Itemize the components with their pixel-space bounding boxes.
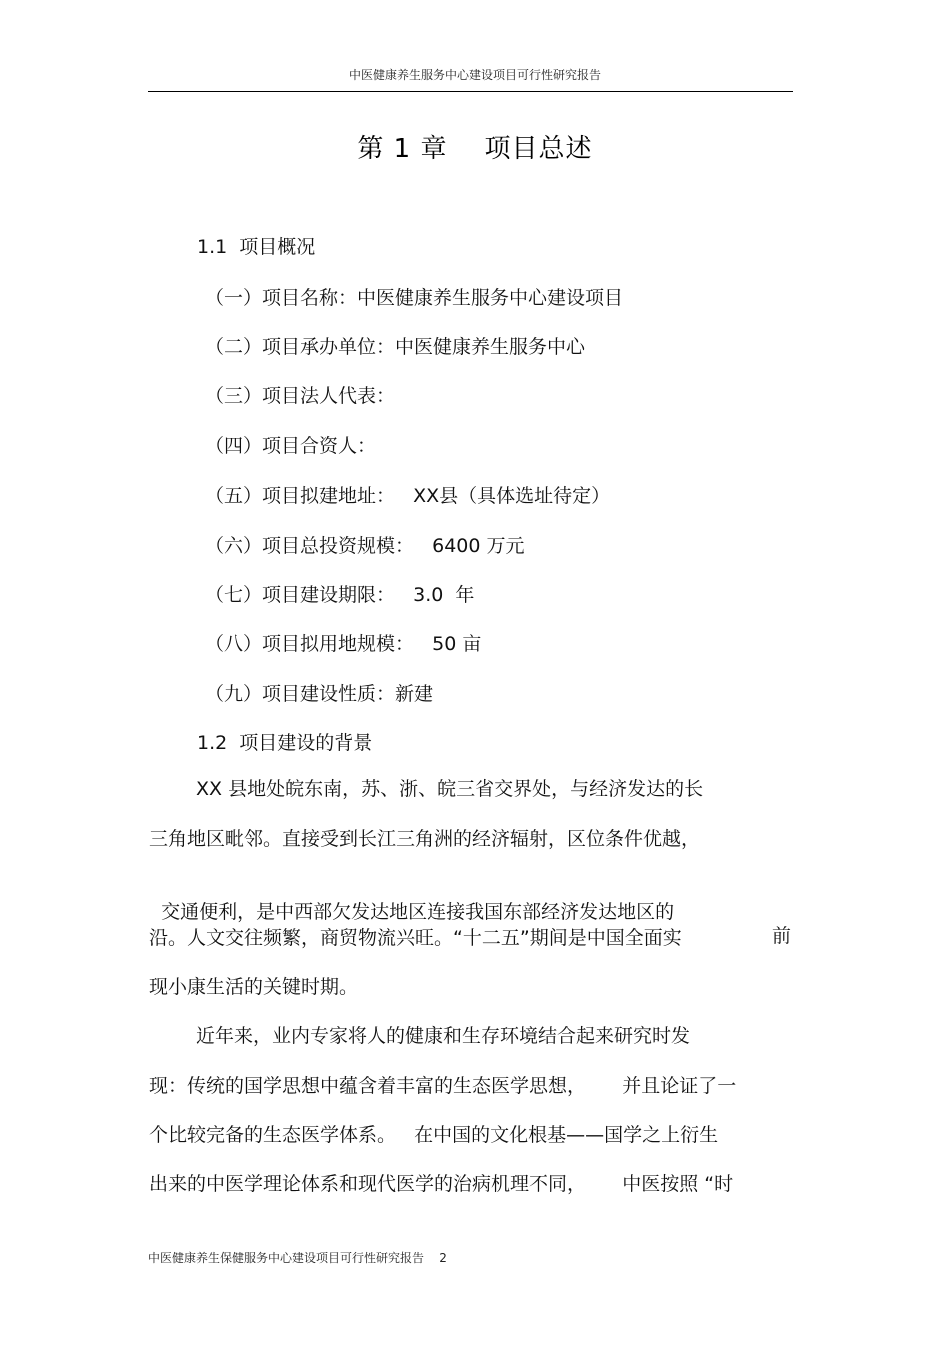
overview-item: （九）项目建设性质：新建 [205, 683, 434, 705]
chapter-title: 第 1 章 项目总述 [357, 134, 593, 164]
paragraph-line: 沿。人文交往频繁，商贸物流兴旺。“十二五”期间是中国全面实 [149, 927, 682, 949]
header-title: 中医健康养生服务中心建设项目可行性研究报告 [348, 68, 601, 82]
paragraph-line: XX 县地处皖东南，苏、浙、皖三省交界处，与经济发达的长 [196, 778, 704, 800]
overview-item: （三）项目法人代表： [205, 385, 396, 407]
section-heading-1-2: 1.2 项目建设的背景 [197, 732, 373, 754]
overview-item: （六）项目总投资规模： 6400 万元 [205, 535, 525, 557]
header-divider [148, 91, 793, 92]
overview-item: （八）项目拟用地规模： 50 亩 [205, 633, 482, 655]
paragraph-line-tail: 前 [771, 925, 791, 947]
overview-item: （七）项目建设期限： 3.0 年 [205, 584, 475, 606]
overview-item: （二）项目承办单位：中医健康养生服务中心 [205, 336, 586, 358]
paragraph-line: 现：传统的国学思想中蕴含着丰富的生态医学思想， 并且论证了一 [149, 1075, 737, 1097]
section-heading-1-1: 1.1 项目概况 [197, 236, 316, 258]
paragraph-line: 个比较完备的生态医学体系。 在中国的文化根基——国学之上衍生 [149, 1124, 719, 1146]
paragraph-line: 近年来，业内专家将人的健康和生存环境结合起来研究时发 [196, 1025, 691, 1047]
paragraph-line: 三角地区毗邻。直接受到长江三角洲的经济辐射，区位条件优越， [149, 828, 701, 850]
page-footer: 中医健康养生保健服务中心建设项目可行性研究报告 2 [148, 1251, 447, 1265]
paragraph-line: 现小康生活的关键时期。 [149, 976, 359, 998]
overview-item: （五）项目拟建地址： XX县（具体选址待定） [205, 485, 611, 507]
paragraph-line-text: 交通便利，是中西部欠发达地区连接我国东部经济发达地区的 [161, 901, 675, 923]
paragraph-line: 出来的中医学理论体系和现代医学的治病机理不同， 中医按照 “时 [149, 1173, 734, 1195]
overview-item: （四）项目合资人： [205, 435, 377, 457]
overview-item: （一）项目名称：中医健康养生服务中心建设项目 [205, 287, 624, 309]
